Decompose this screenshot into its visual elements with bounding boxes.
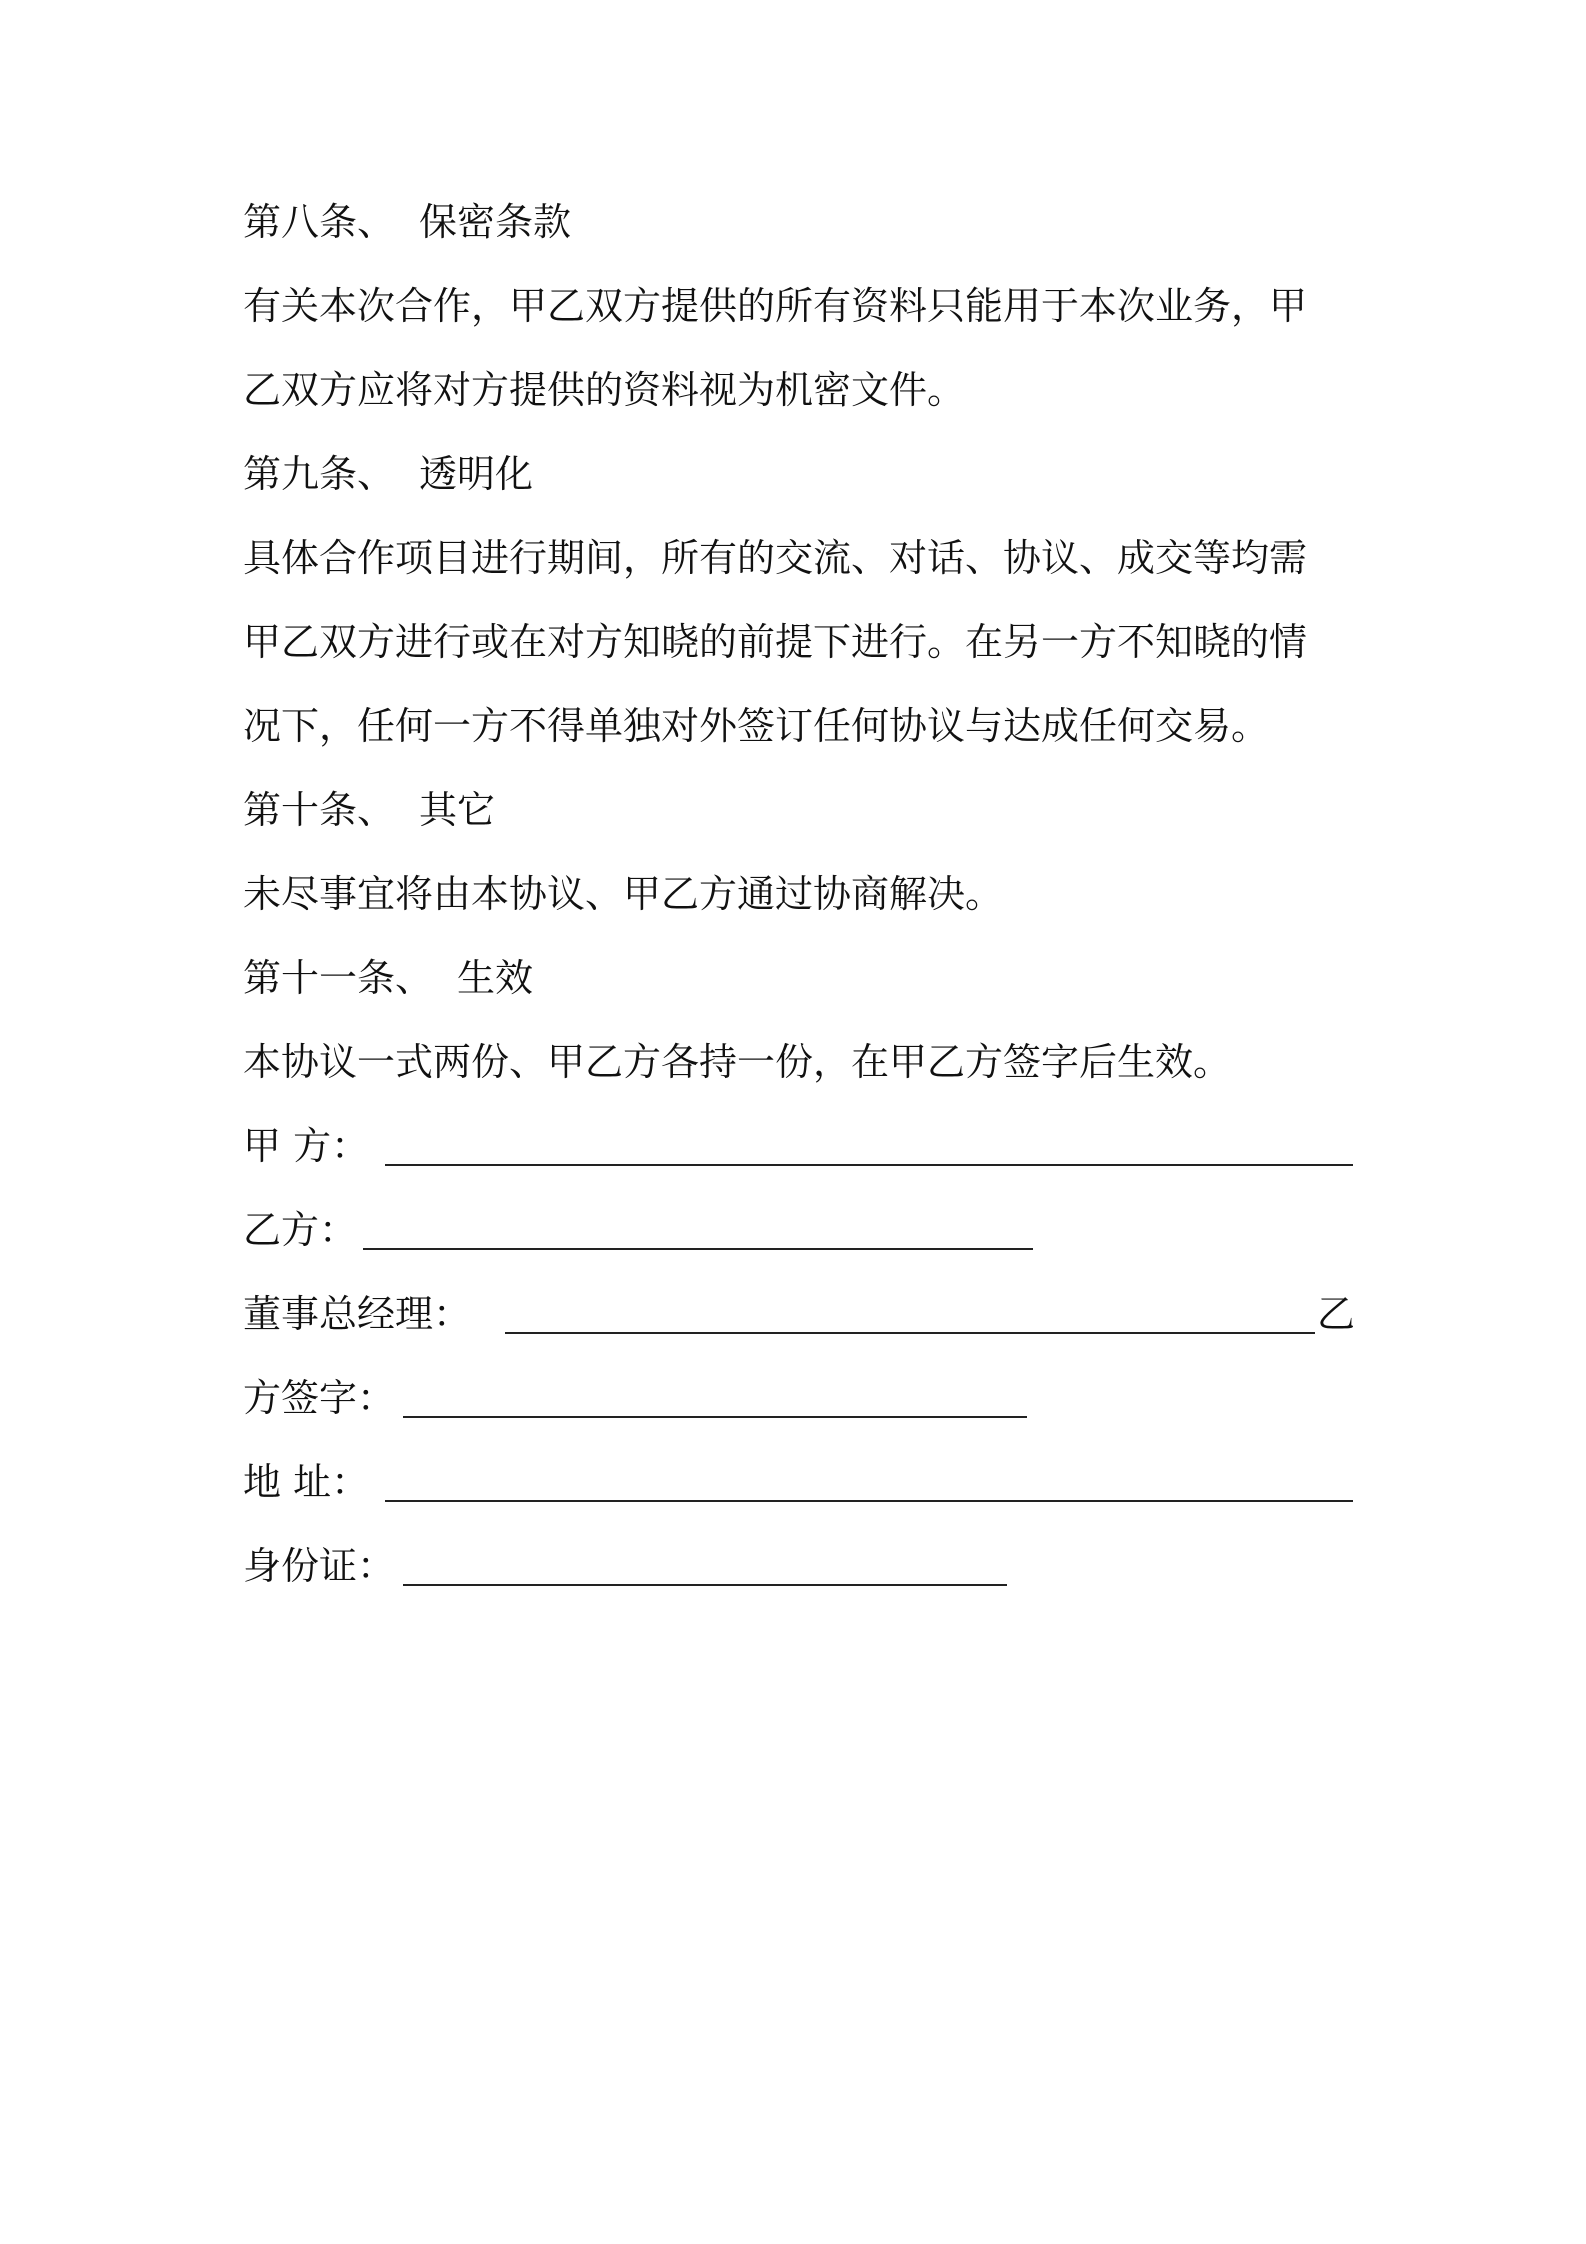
section-title: 透明化 (419, 452, 534, 496)
signature-label: 董事总经理： (243, 1292, 472, 1336)
section-heading-10 (243, 786, 1353, 834)
signature-label: 甲 方： (243, 1124, 370, 1168)
signature-blank-line[interactable] (403, 1416, 1027, 1418)
section-number: 第十一条、 (243, 956, 434, 1000)
signature-party-a (243, 1122, 1353, 1170)
section-heading-11 (243, 954, 1353, 1002)
document-content (243, 198, 1356, 1626)
section-number: 第十条、 (243, 788, 396, 832)
signature-label: 乙方： (243, 1208, 358, 1252)
section-title: 生效 (457, 956, 534, 1000)
signature-label: 地 址： (243, 1460, 370, 1504)
signature-blank-line[interactable] (385, 1500, 1353, 1502)
signature-blank-line[interactable] (363, 1248, 1033, 1250)
signature-party-b (243, 1206, 1353, 1254)
paragraph-line: 未尽事宜将由本协议、甲乙方通过协商解决。 (243, 872, 1004, 916)
section-title: 其它 (419, 788, 496, 832)
signature-blank-line[interactable] (385, 1164, 1353, 1166)
signature-chairman (243, 1290, 1356, 1338)
paragraph-line: 况下，任何一方不得单独对外签订任何协议与达成任何交易。 (243, 704, 1270, 748)
signature-wrap-text: 乙 (1317, 1292, 1356, 1336)
section-heading-9 (243, 450, 1353, 498)
signature-blank-line[interactable] (403, 1584, 1007, 1586)
paragraph-line: 具体合作项目进行期间，所有的交流、对话、协议、成交等均需 (243, 536, 1308, 580)
section-heading-8 (243, 198, 1353, 246)
signature-label: 身份证： (243, 1544, 396, 1588)
section-number: 第八条、 (243, 200, 396, 244)
paragraph-line: 有关本次合作，甲乙双方提供的所有资料只能用于本次业务，甲 (243, 284, 1308, 328)
paragraph-line: 甲乙双方进行或在对方知晓的前提下进行。在另一方不知晓的情 (243, 620, 1308, 664)
paragraph-line: 乙双方应将对方提供的资料视为机密文件。 (243, 368, 966, 412)
section-title: 保密条款 (419, 200, 572, 244)
signature-id-card (243, 1542, 1353, 1590)
section-number: 第九条、 (243, 452, 396, 496)
signature-blank-line[interactable] (505, 1332, 1315, 1334)
signature-party-b-sign (243, 1374, 1353, 1422)
signature-label: 方签字： (243, 1376, 396, 1420)
signature-address (243, 1458, 1353, 1506)
paragraph-line: 本协议一式两份、甲乙方各持一份，在甲乙方签字后生效。 (243, 1040, 1232, 1084)
